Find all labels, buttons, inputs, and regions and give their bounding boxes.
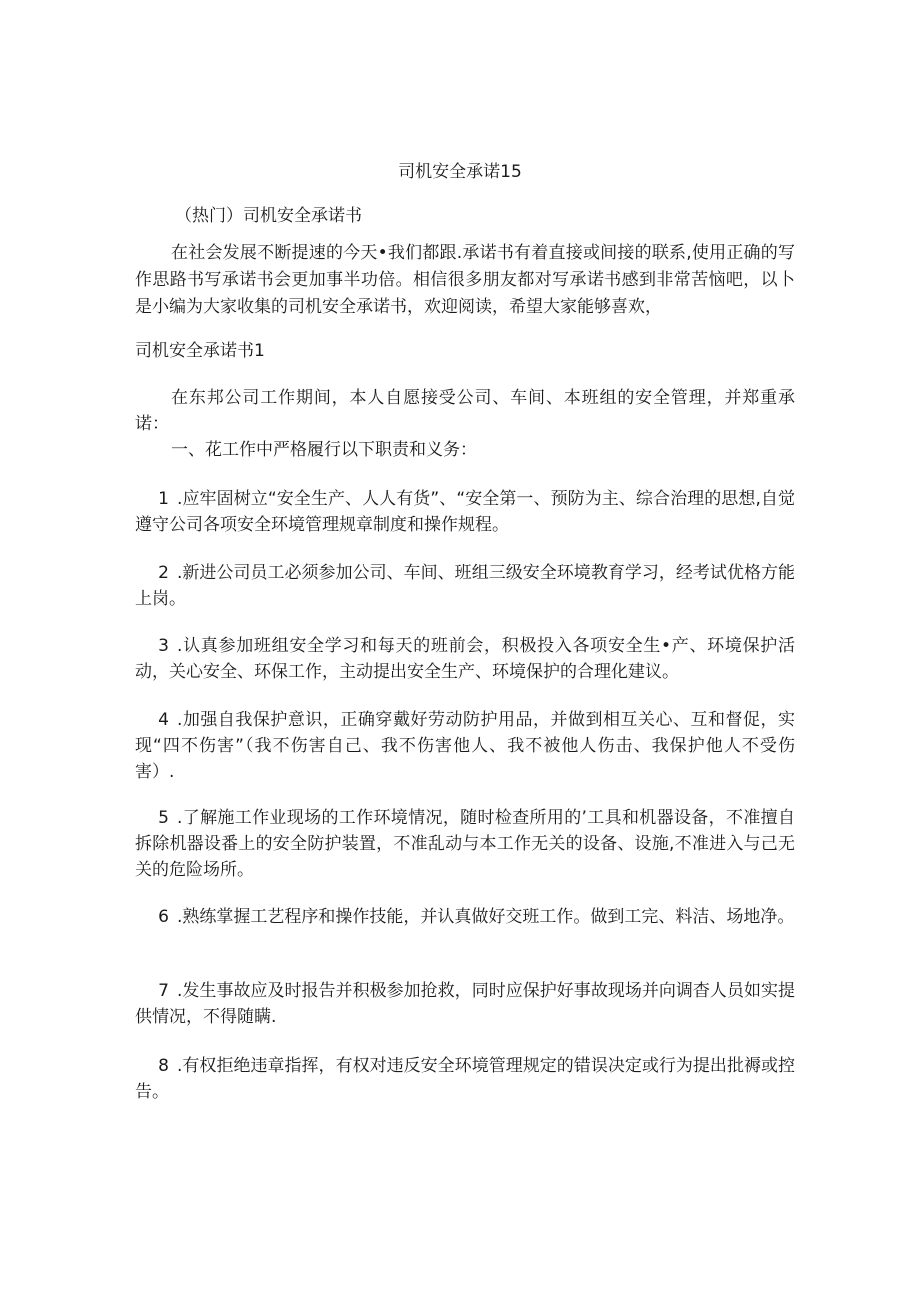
- list-item: [135, 1053, 795, 1105]
- item-number: 7: [158, 981, 169, 1001]
- document-subtitle: （热门）司机安全承诺书: [175, 206, 362, 226]
- list-item: [135, 560, 795, 612]
- item-number: 2: [158, 563, 169, 583]
- list-item: [135, 633, 795, 685]
- item-text: .应牢固树立“安全生产、人人有货”、“安全第一、预防为主、综合治理的思想,自觉遵守公司各项安全环境管理规章制度和操作规程。: [135, 489, 795, 535]
- item-text: .熟练掌握工艺程序和操作技能，并认真做好交班工作。做到工完、料洁、场地净。: [177, 907, 795, 927]
- item-text: .新进公司员工必须参加公司、车间、班组三级安全环境教育学习，经考试优格方能上岗。: [135, 563, 795, 609]
- item-number: 1: [158, 489, 169, 509]
- item-text: .加强自我保护意识，正确穿戴好劳动防护用品，并做到相互关心、互和督促，实现“四不伤害”（我不伤害自己、我不伤害他人、我不被他人伤击、我保护他人不受伤害）.: [135, 710, 795, 782]
- commitment-statement: 在东邦公司工作期间，本人自愿接受公司、车间、本班组的安全管理，并郑重承诺：: [135, 388, 795, 434]
- item-number: 6: [158, 907, 169, 927]
- section-heading: 司机安全承诺书1: [135, 341, 265, 361]
- item-number: 8: [158, 1056, 169, 1076]
- item-number: 4: [158, 710, 169, 730]
- list-item: [135, 707, 795, 785]
- item-number: 5: [158, 808, 169, 828]
- list-item: [135, 805, 795, 883]
- item-text: .了解施工作业现场的工作环境情况，随时检查所用的’工具和机器设备，不准擅自拆除机器设番上的安全防护装置，不准乱动与本工作无关的设备、设施,不准进入与己无关的危险场所。: [135, 808, 795, 880]
- item-text: .发生事故应及时报告并积极参加抢救，同时应保护好事故现场并向调杳人员如实提供情况，不得随瞒.: [135, 981, 795, 1027]
- item-number: 3: [158, 636, 169, 656]
- list-item: [135, 486, 795, 538]
- item-text: .有权拒绝违章指挥，有权对违反安全环境管理规定的错误决定或行为提出批褥或控告。: [135, 1056, 795, 1102]
- duties-heading: 一、花工作中严格履行以下职责和义务：: [171, 440, 477, 460]
- list-item: [135, 978, 795, 1030]
- list-item: [135, 904, 795, 930]
- document-title: 司机安全承诺15: [398, 162, 522, 182]
- intro-paragraph: 在社会发展不断提速的今天•我们都跟.承诺书有着直接或间接的联系,使用正确的写作思路书写承诺书会更加事半功倍。相信很多朋友都对写承诺书感到非常苦恼吧，以卜是小编为大家收集的司机安全承诺书，欢迎阅读，希望大家能够喜欢，: [135, 243, 795, 317]
- item-text: .认真参加班组安全学习和每天的班前会，积极投入各项安全生•产、环境保护活动，关心安全、环保工作，主动提出安全生产、环境保护的合理化建议。: [135, 636, 795, 682]
